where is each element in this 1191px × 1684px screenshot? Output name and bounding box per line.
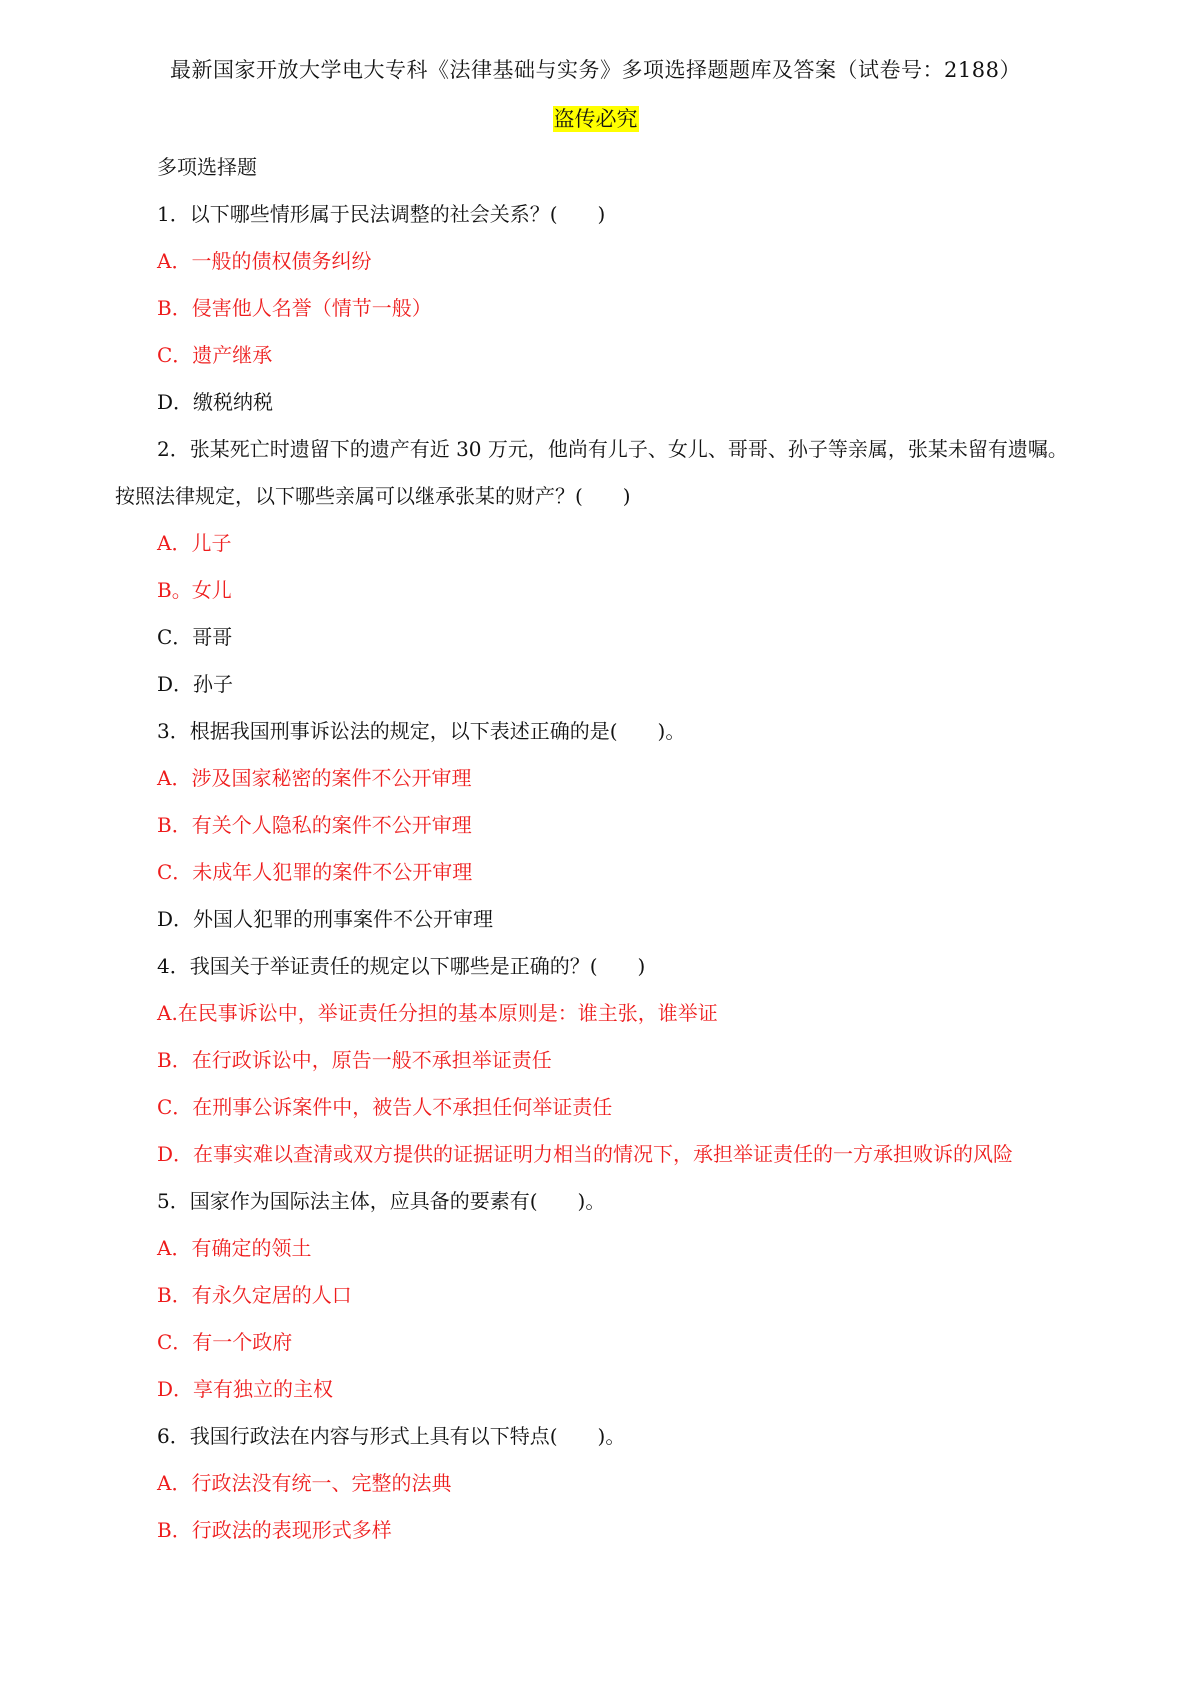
answer-option: D．外国人犯罪的刑事案件不公开审理 bbox=[157, 907, 494, 931]
answer-option: A．儿子 bbox=[157, 531, 232, 555]
document-body bbox=[115, 144, 1080, 1554]
answer-option: B．行政法的表现形式多样 bbox=[157, 1518, 392, 1542]
answer-option: D．孙子 bbox=[157, 672, 234, 696]
question-block bbox=[115, 708, 1080, 943]
document-title: 最新国家开放大学电大专科《法律基础与实务》多项选择题题库及答案（试卷号：2188） bbox=[170, 58, 1021, 82]
answer-option: C．未成年人犯罪的案件不公开审理 bbox=[157, 860, 473, 884]
answer-option: A．行政法没有统一、完整的法典 bbox=[157, 1471, 452, 1495]
question-block bbox=[115, 426, 1080, 708]
answer-option: B。女儿 bbox=[157, 578, 232, 602]
answer-option: B．有关个人隐私的案件不公开审理 bbox=[157, 813, 472, 837]
answer-option: D．缴税纳税 bbox=[157, 390, 274, 414]
answer-option: C．在刑事公诉案件中，被告人不承担任何举证责任 bbox=[157, 1095, 613, 1119]
answer-option: B．侵害他人名誉（情节一般） bbox=[157, 296, 432, 320]
question-block bbox=[115, 1413, 1080, 1554]
watermark-text: 盗传必究 bbox=[553, 107, 638, 131]
question-stem: 4．我国关于举证责任的规定以下哪些是正确的？( ) bbox=[157, 954, 646, 978]
answer-option: A.在民事诉讼中，举证责任分担的基本原则是：谁主张，谁举证 bbox=[157, 1001, 718, 1025]
answer-option: A．涉及国家秘密的案件不公开审理 bbox=[157, 766, 472, 790]
answer-option: D．享有独立的主权 bbox=[157, 1377, 334, 1401]
answer-option: C．遗产继承 bbox=[157, 343, 273, 367]
question-stem: 3．根据我国刑事诉讼法的规定，以下表述正确的是( )。 bbox=[157, 719, 686, 743]
answer-option: C．有一个政府 bbox=[157, 1330, 293, 1354]
question-stem: 2．张某死亡时遗留下的遗产有近 30 万元，他尚有儿子、女儿、哥哥、孙子等亲属，张某未留有遗嘱。 bbox=[157, 437, 1068, 461]
answer-option: A．一般的债权债务纠纷 bbox=[157, 249, 372, 273]
question-stem: 5．国家作为国际法主体，应具备的要素有( )。 bbox=[157, 1189, 606, 1213]
watermark-notice bbox=[0, 104, 1191, 134]
answer-option: B．有永久定居的人口 bbox=[157, 1283, 352, 1307]
answer-option: C．哥哥 bbox=[157, 625, 233, 649]
question-stem: 1．以下哪些情形属于民法调整的社会关系？( ) bbox=[157, 202, 606, 226]
question-stem: 6．我国行政法在内容与形式上具有以下特点( )。 bbox=[157, 1424, 626, 1448]
question-block bbox=[115, 943, 1080, 1178]
question-block bbox=[115, 1178, 1080, 1413]
answer-option: B．在行政诉讼中，原告一般不承担举证责任 bbox=[157, 1048, 552, 1072]
question-block bbox=[115, 191, 1080, 426]
section-heading: 多项选择题 bbox=[157, 155, 257, 179]
answer-option: A．有确定的领土 bbox=[157, 1236, 312, 1260]
question-stem-continued: 按照法律规定，以下哪些亲属可以继承张某的财产？( ) bbox=[115, 484, 631, 508]
answer-option: D．在事实难以查清或双方提供的证据证明力相当的情况下，承担举证责任的一方承担败诉的风险 bbox=[157, 1142, 1014, 1166]
